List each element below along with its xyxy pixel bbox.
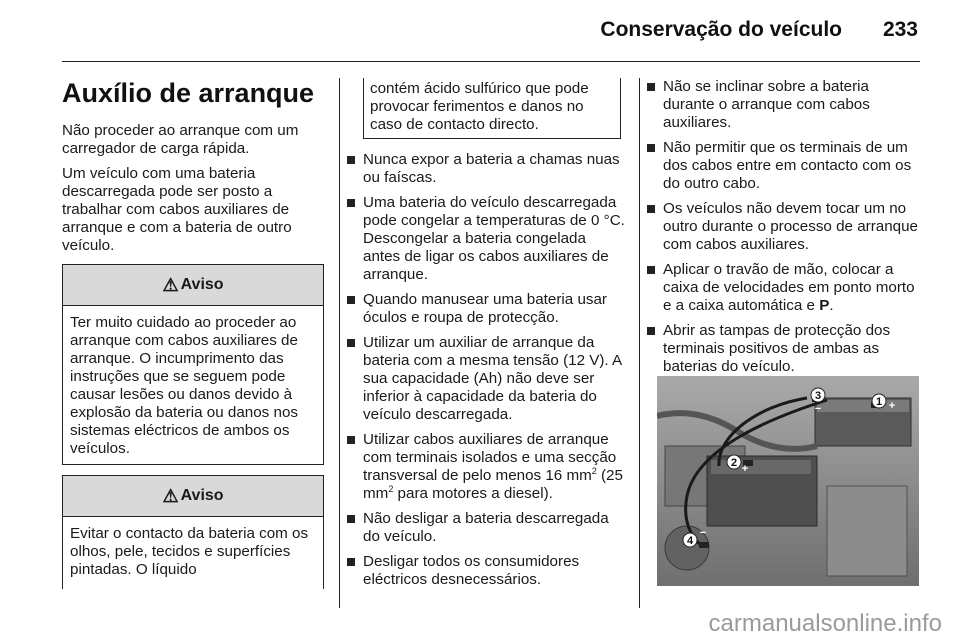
jump-start-photo: [657, 376, 919, 586]
warning-header-2: [63, 476, 323, 517]
list-item: [345, 431, 625, 503]
engine-part: [827, 486, 907, 576]
clamp-ground: [699, 542, 709, 548]
header-rule: [62, 61, 920, 62]
flat-battery-top: [711, 460, 811, 474]
warning-icon: ⚠: [162, 486, 179, 506]
intro-paragraph-1: Não proceder ao arranque com um carregador de carga rápida.: [62, 122, 299, 157]
list-item-text: Aplicar o travão de mão, colocar a caixa de velocidades em ponto morto e a caixa automática e: [663, 261, 915, 314]
procedure-list: [645, 78, 923, 376]
cable-spec-text: para motores a diesel).: [393, 485, 553, 502]
warning-title-2: Aviso: [180, 487, 224, 504]
cable-spec-text: (25 mm: [363, 467, 623, 502]
engine-bay-illustration: [657, 376, 919, 586]
warning-box-1: [62, 264, 324, 465]
cable-spec-text: Utilizar cabos auxiliares de arranque com terminais isolados e uma secção transversal de pelo menos 16 mm: [363, 431, 617, 484]
section-heading: Auxílio de arranque: [62, 78, 315, 108]
warning-icon: ⚠: [162, 275, 179, 295]
column-divider-right: [639, 78, 640, 608]
warning-box-2: [62, 475, 324, 589]
warning-title-1: Aviso: [180, 276, 224, 293]
list-item: Não se inclinar sobre a bateria durante o arranque com cabos auxiliares.: [645, 78, 923, 132]
list-item: Nunca expor a bateria a chamas nuas ou faíscas.: [345, 151, 625, 187]
warning-body-1: Ter muito cuidado ao proceder ao arranque com cabos auxiliares de arranque. O incumprimento das instruções que se seguem pode causar lesões ou danos devido à explosão da bateria ou danos nos sistemas eléctricos de ambos os veículos.: [70, 314, 298, 457]
precaution-list: [345, 151, 625, 589]
list-item: Desligar todos os consumidores eléctricos desnecessários.: [345, 553, 625, 589]
list-item: Uma bateria do veículo descarregada pode congelar a temperaturas de 0 °C. Descongelar a bateria congelada antes de ligar os cabos auxiliares de arranque.: [345, 194, 625, 284]
column-1: [62, 78, 324, 589]
warning-header-1: [63, 265, 323, 306]
list-item-text: .: [829, 297, 834, 314]
negative-sign: −: [699, 527, 707, 539]
positive-sign: +: [741, 463, 749, 475]
list-item: Não desligar a bateria descarregada do veículo.: [345, 510, 625, 546]
intro-paragraph-2: Um veículo com uma bateria descarregada pode ser posto a trabalhar com cabos auxiliares de arranque e com a bateria de outro veículo.: [62, 165, 292, 254]
warning-body-2: Evitar o contacto da bateria com os olhos, pele, tecidos e superfícies pintadas. O líquido: [70, 525, 309, 578]
list-item: [645, 261, 923, 315]
column-3: [645, 78, 923, 383]
warning-continuation: [363, 78, 621, 139]
callout-2-label: 2: [730, 457, 738, 469]
list-item: Abrir as tampas de protecção dos terminais positivos de ambas as baterias do veículo.: [645, 322, 923, 376]
list-item: Quando manusear uma bateria usar óculos e roupa de protecção.: [345, 291, 625, 327]
column-2: [345, 78, 625, 596]
list-item: Não permitir que os terminais de um dos cabos entre em contacto com os do outro cabo.: [645, 139, 923, 193]
superscript: 2: [591, 465, 597, 476]
negative-sign: −: [814, 403, 822, 415]
superscript: 2: [388, 483, 394, 494]
page-header-title: Conservação do veículo: [600, 18, 842, 41]
gear-p-label: P: [819, 297, 830, 314]
callout-1-label: 1: [875, 396, 883, 408]
watermark: carmanualsonline.info: [708, 610, 942, 637]
callout-4-label: 4: [686, 535, 694, 547]
callout-3-label: 3: [814, 390, 822, 402]
positive-sign: +: [888, 400, 896, 412]
page-number: 233: [882, 18, 918, 41]
column-divider-left: [339, 78, 340, 608]
list-item: Utilizar um auxiliar de arranque da bateria com a mesma tensão (12 V). A sua capacidade (Ah) não deve ser inferior à capacidade da bateria do veículo descarregada.: [345, 334, 625, 424]
list-item: Os veículos não devem tocar um no outro durante o processo de arranque com cabos auxiliares.: [645, 200, 923, 254]
warning-continuation-text: contém ácido sulfúrico que pode provocar ferimentos e danos no caso de contacto directo.: [370, 80, 589, 133]
